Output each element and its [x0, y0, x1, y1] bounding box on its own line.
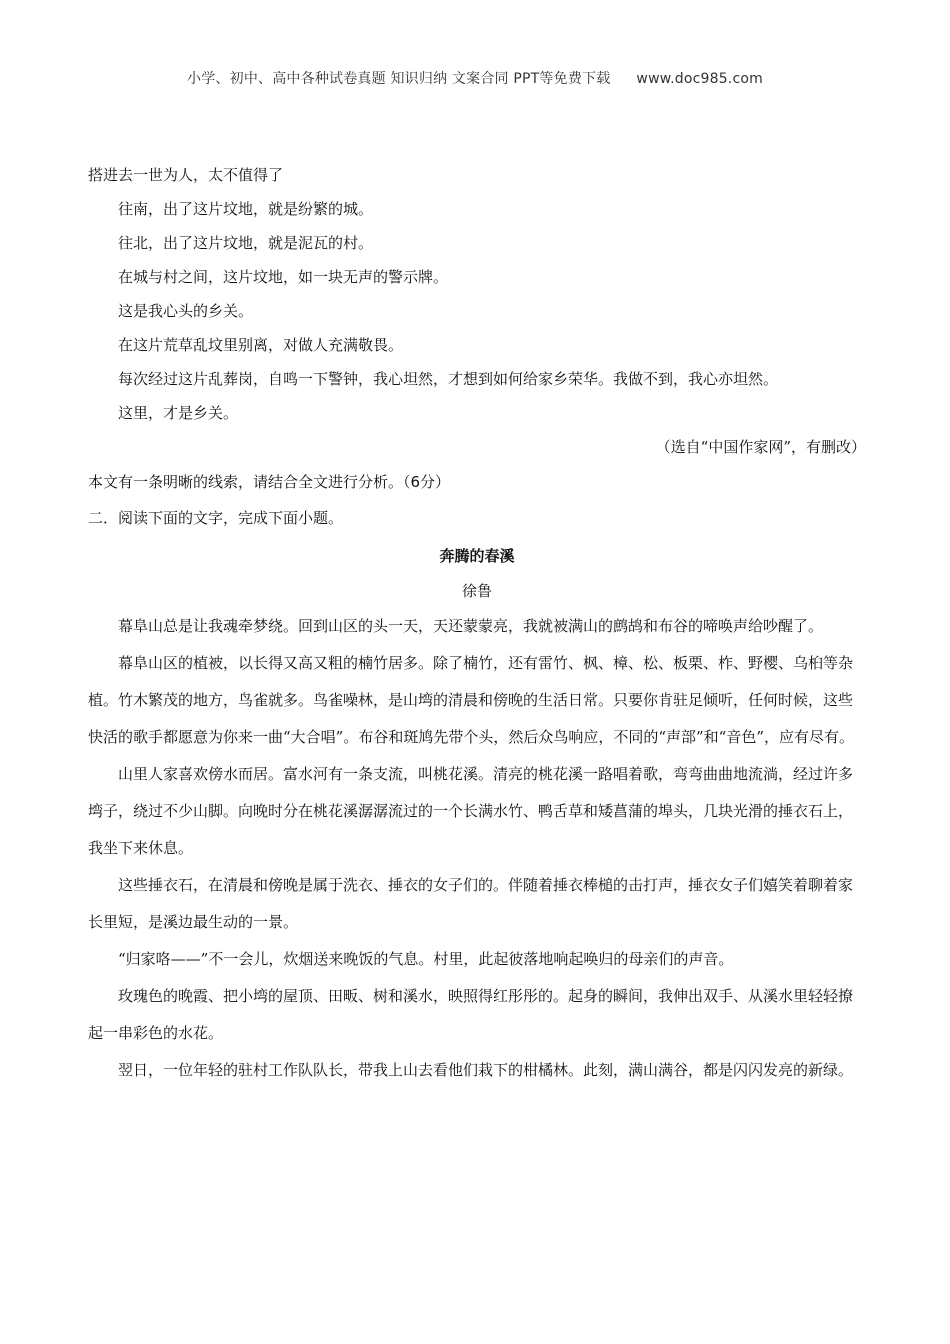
document-body: [88, 158, 866, 1089]
passage1-line: 往南，出了这片坟地，就是纷繁的城。: [118, 200, 374, 218]
passage1-line: 在城与村之间，这片坟地，如一块无声的警示牌。: [118, 268, 449, 286]
header-site-url[interactable]: www.doc985.com: [636, 71, 763, 87]
passage1-line: 往北，出了这片坟地，就是泥瓦的村。: [118, 234, 374, 252]
article-author: 徐鲁: [461, 582, 492, 600]
passage1-line: 在这片荒草乱坟里别离，对做人充满敬畏。: [118, 336, 404, 354]
question-text: 本文有一条明晰的线索，请结合全文进行分析。（6分）: [88, 473, 451, 491]
article-paragraph: 玫瑰色的晚霞、把小塆的屋顶、田畈、树和溪水，映照得红彤彤的。起身的瞬间，我伸出双手、从溪水里轻轻撩起一串彩色的水花。: [88, 987, 854, 1042]
section2-heading: 二．阅读下面的文字，完成下面小题。: [88, 509, 344, 527]
passage1-line: 每次经过这片乱葬岗，自鸣一下警钟，我心坦然，才想到如何给家乡荣华。我做不到，我心亦坦然。: [118, 370, 779, 388]
article-paragraph: 幕阜山区的植被，以长得又高又粗的楠竹居多。除了楠竹，还有雷竹、枫、樟、松、板栗、柞、野樱、乌桕等杂植。竹木繁茂的地方，鸟雀就多。鸟雀噪林，是山塆的清晨和傍晚的生活日常。只要你肯驻足倾听，任何时候，这些快活的歌手都愿意为你来一曲“大合唱”。布谷和斑鸠先带个头，然后众鸟响应，不同的“声部”和“音色”，应有尽有。: [88, 654, 855, 746]
article-paragraph: “归家咯——”不一会儿，炊烟送来晚饭的气息。村里，此起彼落地响起唤归的母亲们的声音。: [118, 950, 734, 968]
page-header: [0, 68, 950, 88]
passage1-line: 这是我心头的乡关。: [118, 302, 254, 320]
article-paragraph: 幕阜山总是让我魂牵梦绕。回到山区的头一天，天还蒙蒙亮，我就被满山的鹧鸪和布谷的啼唤声给吵醒了。: [118, 617, 824, 635]
passage1-line: 搭进去一世为人，太不值得了: [88, 166, 284, 184]
passage1-line: 这里，才是乡关。: [118, 404, 239, 422]
article-paragraph: 翌日，一位年轻的驻村工作队队长，带我上山去看他们栽下的柑橘林。此刻，满山满谷，都是闪闪发亮的新绿。: [118, 1061, 854, 1079]
header-text: 小学、初中、高中各种试卷真题 知识归纳 文案合同 PPT等免费下载: [187, 71, 611, 87]
article-body: [88, 608, 866, 1089]
article-title: 奔腾的春溪: [439, 547, 515, 565]
article-paragraph: 山里人家喜欢傍水而居。富水河有一条支流，叫桃花溪。清亮的桃花溪一路唱着歌，弯弯曲曲地流淌，经过许多塆子，绕过不少山脚。向晚时分在桃花溪潺潺流过的一个长满水竹、鸭舌草和矮菖蒲的埠头，几块光滑的捶衣石上，我坐下来休息。: [88, 765, 854, 857]
article-paragraph: 这些捶衣石，在清晨和傍晚是属于洗衣、捶衣的女子们的。伴随着捶衣棒槌的击打声，捶衣女子们嬉笑着聊着家长里短，是溪边最生动的一景。: [88, 876, 854, 931]
passage1-source: （选自“中国作家网”，有删改）: [655, 438, 866, 456]
